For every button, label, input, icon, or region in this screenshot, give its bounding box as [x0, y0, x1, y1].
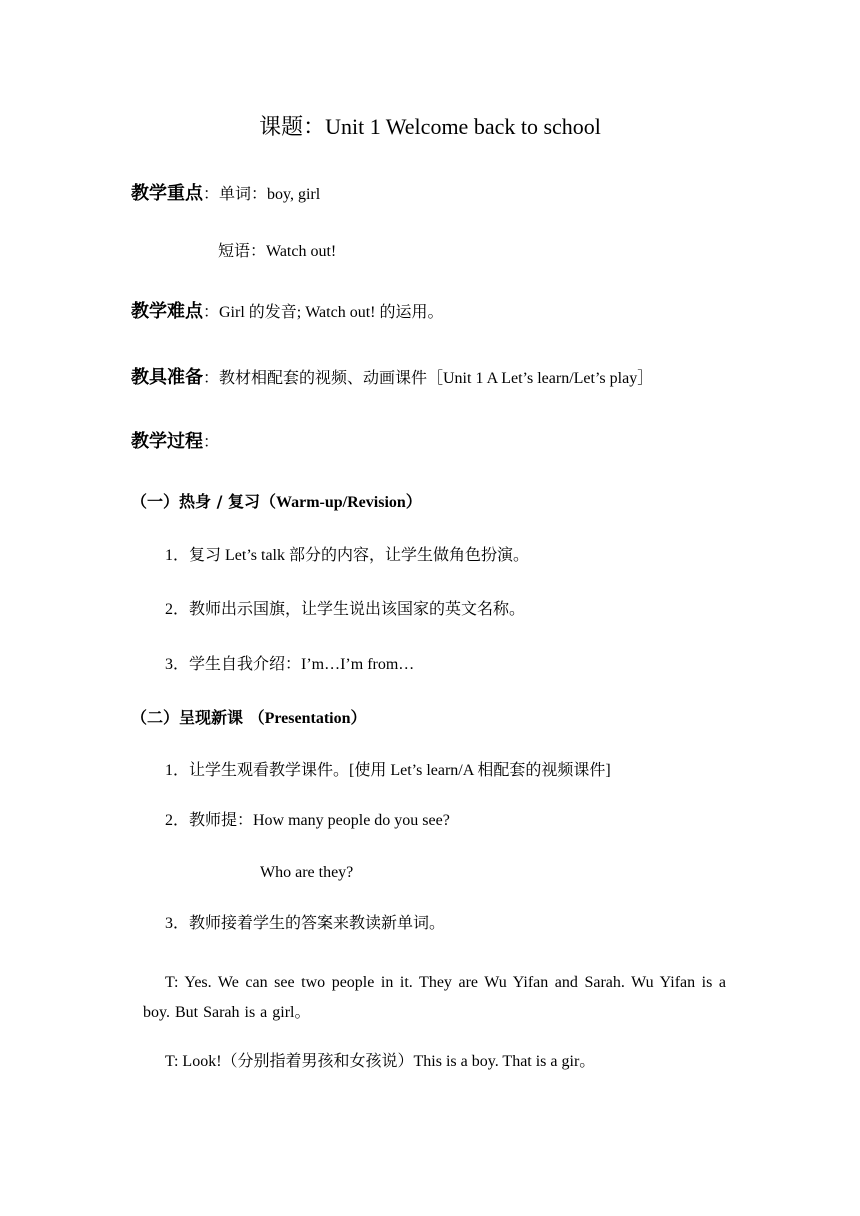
lesson-title: 课题：Unit 1 Welcome back to school	[259, 114, 601, 139]
section2-item-2: 2．教师提：How many people do you see?	[165, 812, 450, 829]
key-points-phrases: 短语：Watch out!	[218, 243, 337, 260]
section2-heading-end: ）	[350, 708, 367, 727]
difficulties-row	[131, 302, 443, 323]
section2-heading-cn: （二）呈现新课 （	[131, 708, 265, 727]
difficulties-text: ：Girl 的发音; Watch out! 的运用。	[203, 304, 444, 321]
process-row	[131, 432, 219, 453]
section1-heading-cn: （一）热身 / 复习（	[131, 492, 276, 511]
process-separator: ：	[203, 434, 220, 451]
key-points-row	[131, 184, 320, 205]
section1-item-2: 2．教师出示国旗，让学生说出该国家的英文名称。	[165, 601, 526, 618]
key-points-words: 单词：boy, girl	[219, 186, 321, 203]
section2-item-2-followup: Who are they?	[260, 864, 354, 881]
section1-heading-en: Warm-up/Revision	[276, 494, 406, 511]
section1-heading	[131, 492, 422, 513]
process-label: 教学过程	[131, 431, 203, 452]
materials-label: 教具准备	[131, 367, 203, 388]
section1-item-3: 3．学生自我介绍：I’m…I’m from…	[165, 656, 415, 673]
materials-text: ：教材相配套的视频、动画课件［Unit 1 A Let’s learn/Let’s play］	[203, 370, 654, 387]
section2-item-3: 3．教师接着学生的答案来教读新单词。	[165, 915, 446, 932]
section2-item-1: 1．让学生观看教学课件。[使用 Let’s learn/A 相配套的视频课件]	[165, 762, 611, 779]
difficulties-label: 教学难点	[131, 301, 203, 322]
key-points-separator: ：	[203, 186, 220, 203]
dialogue-paragraph-1: T: Yes. We can see two people in it. They are Wu Yifan and Sarah. Wu Yifan is a boy. But Sarah is a girl。	[143, 974, 726, 1021]
dialogue-paragraph-2: T: Look!（分别指着男孩和女孩说）This is a boy. That is a gir。	[165, 1053, 596, 1070]
key-points-label: 教学重点	[131, 183, 203, 204]
materials-row	[131, 368, 653, 389]
section2-heading	[131, 708, 367, 729]
section1-item-1: 1．复习 Let’s talk 部分的内容，让学生做角色扮演。	[165, 547, 529, 564]
section2-heading-en: Presentation	[264, 710, 351, 727]
section1-heading-end: ）	[405, 492, 422, 511]
